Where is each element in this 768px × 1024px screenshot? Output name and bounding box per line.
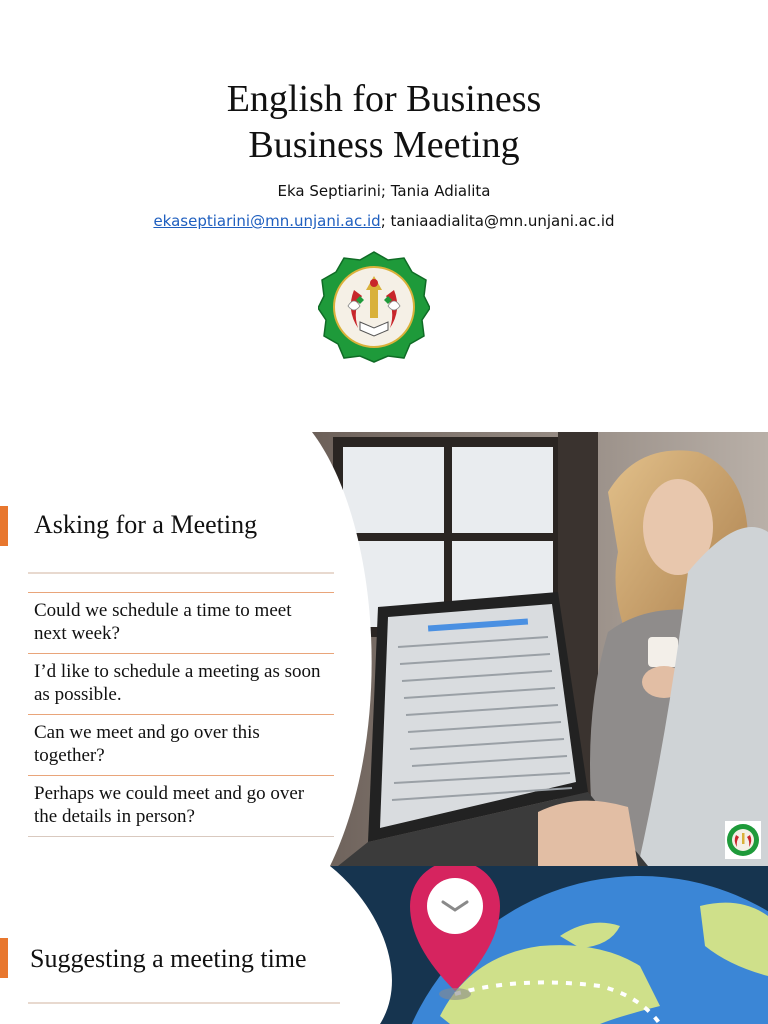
slide-heading: Asking for a Meeting: [34, 510, 258, 539]
list-item: Perhaps we could meet and go over the details in person?: [28, 775, 334, 837]
slide-heading: Suggesting a meeting time: [30, 944, 307, 973]
phrase-list: [28, 572, 334, 837]
asking-meeting-slide: [0, 432, 768, 866]
list-item: I’d like to schedule a meeting as soon as possible.: [28, 653, 334, 714]
accent-bar: [0, 506, 8, 546]
divider: [28, 1002, 340, 1004]
divider: [28, 572, 334, 574]
list-item: Could we schedule a time to meet next week?: [28, 592, 334, 653]
title-line-1: English for Business: [226, 78, 542, 120]
accent-bar: [0, 938, 8, 978]
title-line-2: Business Meeting: [248, 124, 520, 166]
university-logo: [318, 250, 430, 364]
email-separator: ;: [380, 212, 391, 230]
authors: Eka Septiarini; Tania Adialita: [277, 182, 491, 200]
emails: [0, 212, 768, 230]
email-2: taniaadialita@mn.unjani.ac.id: [390, 212, 615, 230]
title-slide: [0, 0, 768, 432]
small-university-logo: [725, 821, 761, 859]
email-link[interactable]: ekaseptiarini@mn.unjani.ac.id: [153, 212, 381, 230]
meeting-time-slide: [0, 866, 768, 1024]
list-item: Can we meet and go over this together?: [28, 714, 334, 775]
